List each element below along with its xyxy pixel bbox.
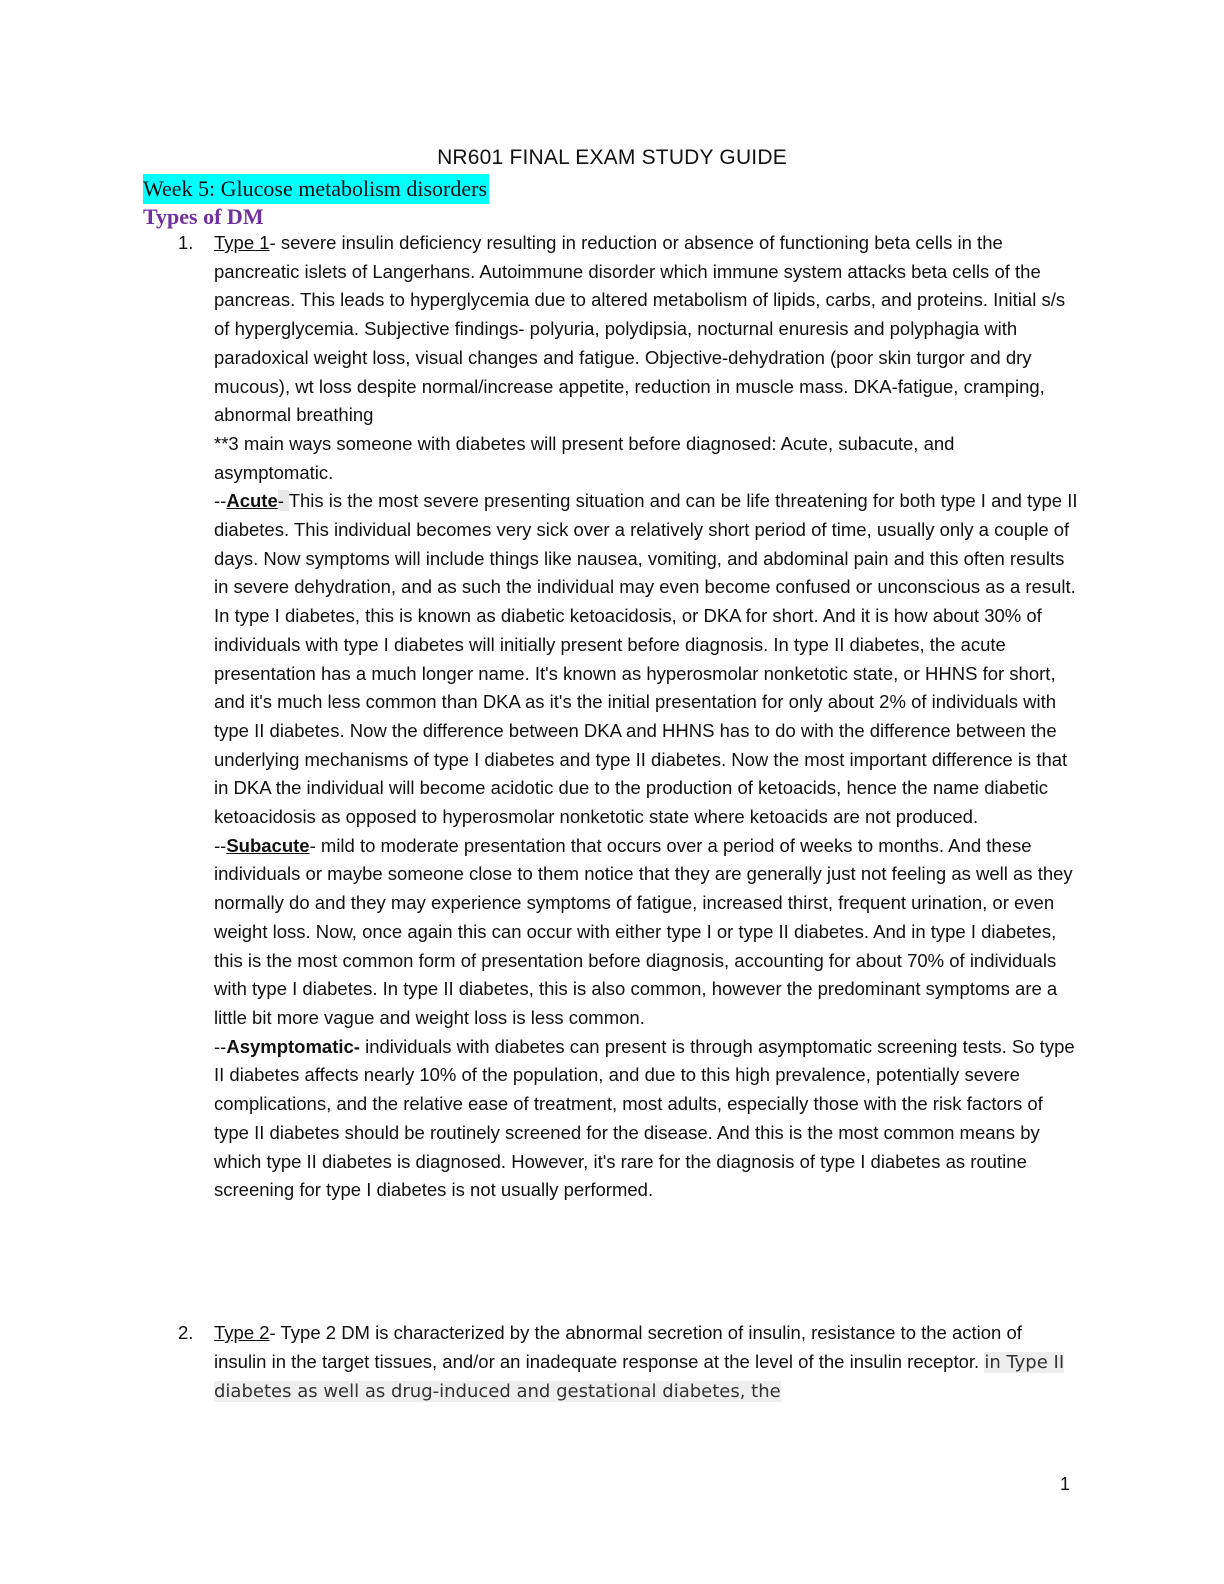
acute-text: This is the most severe presenting situation and can be life threatening for both type I and type II diabetes. This individual becomes very sick over a relatively short period of time, usually only a couple of days. Now symptoms will include things like nausea, vomiting, and abdominal pain and this often results in severe dehydration, and as such the individual may even become confused or unconscious as a result. In type I diabetes, this is known as diabetic ketoacidosis, or DKA for short. And it is how about 30% of individuals with type I diabetes will initially present before diagnosis. In type II diabetes, the acute presentation has a much longer name. It's known as hyperosmolar nonketotic state, or HHNS for short, and it's much less common than DKA as it's the initial presentation for only about 2% of individuals with type II diabetes. Now the difference between DKA and HHNS has to do with the difference between the underlying mechanisms of type I diabetes and type II diabetes. Now the most important difference is that in DKA the individual will become acidotic due to the production of ketoacids, hence the name diabetic ketoacidosis as opposed to hyperosmolar nonketotic state where ketoacids are not produced. xyxy=(214,490,1078,828)
section-heading: Types of DM xyxy=(143,204,264,229)
list-number: 1. xyxy=(178,232,194,253)
list-number: 2. xyxy=(178,1322,194,1343)
type2-text: - Type 2 DM is characterized by the abnormal secretion of insulin, resistance to the action of insulin in the target tissues, and/or an inadequate response at the level of the insulin receptor. xyxy=(214,1322,1022,1372)
type1-label: Type 1 xyxy=(214,232,270,253)
acute-separator: - xyxy=(277,490,289,512)
subacute-prefix: -- xyxy=(214,834,227,856)
acute-label: Acute xyxy=(226,490,278,512)
type2-label: Type 2 xyxy=(214,1322,270,1343)
asymptomatic-text: individuals with diabetes can present is through asymptomatic screening tests. So type II diabetes affects nearly 10% of the population, and due to this high prevalence, potentially severe complications, and the relative ease of treatment, most adults, especially those with the risk factors of type II diabetes should be routinely screened for the disease. And this is the most common means by which type II diabetes is diagnosed. However, it's rare for the diagnosis of type I diabetes as routine screening for type I diabetes is not usually performed. xyxy=(214,1035,1075,1201)
asymptomatic-paragraph xyxy=(214,1033,1078,1205)
document-title: NR601 FINAL EXAM STUDY GUIDE xyxy=(437,146,787,169)
week-heading: Week 5: Glucose metabolism disorders xyxy=(143,174,489,204)
ways-note-paragraph: **3 main ways someone with diabetes will present before diagnosed: Acute, subacute, and asymptomatic. xyxy=(214,432,955,483)
type1-intro-text: - severe insulin deficiency resulting in reduction or absence of functioning beta cells in the pancreatic islets of Langerhans. Autoimmune disorder which immune system attacks beta cells of the pancreas. This leads to hyperglycemia due to altered metabolism of lipids, carbs, and proteins. Initial s/s of hyperglycemia. Subjective findings- polyuria, polydipsia, nocturnal enuresis and polyphagia with paradoxical weight loss, visual changes and fatigue. Objective-dehydration (poor skin turgor and dry mucous), wt loss despite normal/increase appetite, reduction in muscle mass. DKA-fatigue, cramping, abnormal breathing xyxy=(214,232,1066,426)
type2-quote: in Type II diabetes as well as drug-induced and gestational diabetes, the xyxy=(214,1351,1065,1403)
list-item-body xyxy=(214,229,1078,1205)
type1-intro-paragraph xyxy=(214,229,1078,430)
asymptomatic-label: Asymptomatic- xyxy=(226,1035,360,1057)
asymptomatic-prefix: -- xyxy=(214,1035,227,1057)
subacute-text: - mild to moderate presentation that occurs over a period of weeks to months. And these individuals or maybe someone close to them notice that they are generally just not feeling as well as they normally do and they may experience symptoms of fatigue, increased thirst, frequent urination, or even weight loss. Now, once again this can occur with either type I or type II diabetes. And in type I diabetes, this is the most common form of presentation before diagnosis, accounting for about 70% of individuals with type I diabetes. In type II diabetes, this is also common, however the predominant symptoms are a little bit more vague and weight loss is less common. xyxy=(214,834,1073,1028)
list-item-body xyxy=(214,1319,1078,1407)
subacute-label: Subacute xyxy=(226,834,310,856)
subacute-paragraph xyxy=(214,832,1078,1033)
acute-paragraph xyxy=(214,487,1078,831)
type2-paragraph xyxy=(214,1319,1078,1407)
acute-prefix: -- xyxy=(214,490,227,512)
page-number: 1 xyxy=(1059,1474,1070,1494)
